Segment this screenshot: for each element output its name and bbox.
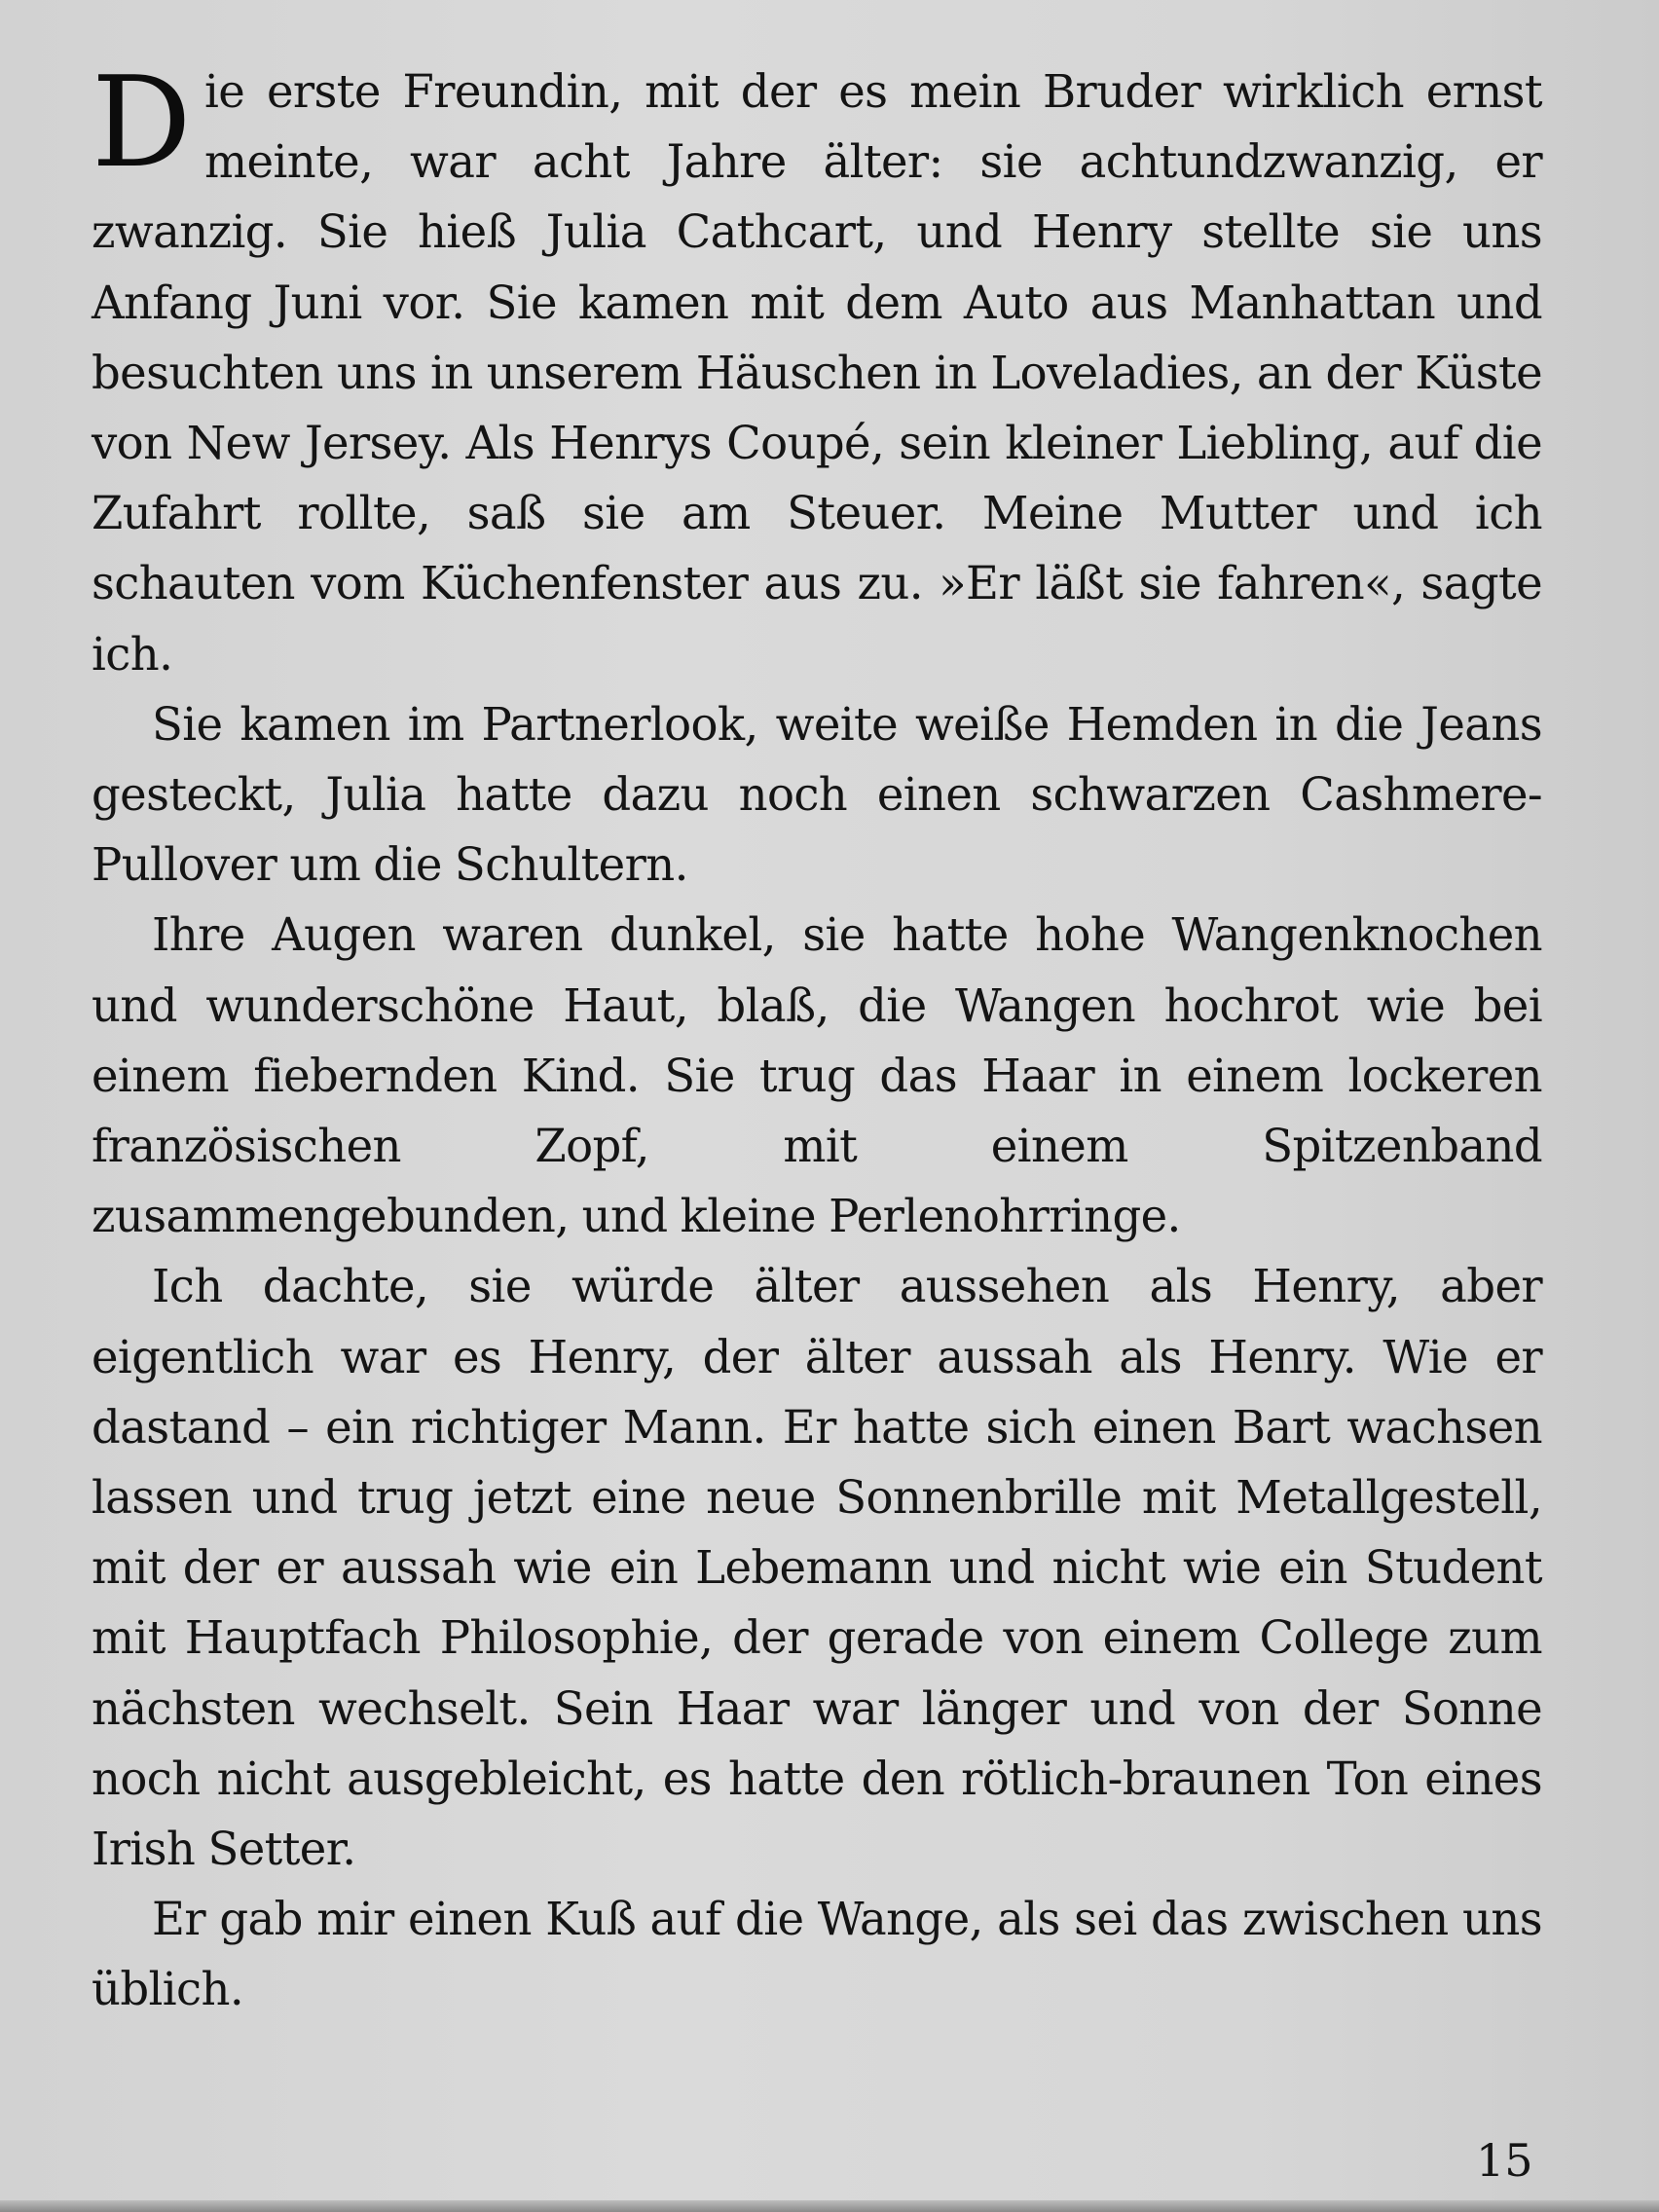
scan-bottom-edge xyxy=(0,2200,1659,2212)
paragraph-4: Ich dachte, sie würde älter aussehen als Henry, aber eigentlich war es Henry, der älter aussah als Henry. Wie er dastand – ein richtiger Mann. Er hatte sich einen Bart wachsen lassen und trug jetzt eine neue Sonnenbrille mit Metallgestell, mit der er aussah wie ein Lebemann und nicht wie ein Student mit Hauptfach Philosophie, der gerade von einem College zum nächsten wechselt. Sein Haar war länger und von der Sonne noch nicht ausgebleicht, es hatte den rötlich-braunen Ton eines Irish Setter. xyxy=(92,1260,1542,1876)
paragraph-2: Sie kamen im Partnerlook, weite weiße Hemden in die Jeans gesteckt, Julia hatte dazu noch einen schwarzen Cashmere-Pullover um die Schultern. xyxy=(92,697,1542,892)
drop-cap: D xyxy=(92,51,192,196)
book-page-text xyxy=(92,51,1542,2025)
paragraph-5: Er gab mir einen Kuß auf die Wange, als sei das zwischen uns üblich. xyxy=(92,1893,1542,2016)
paragraph-3: Ihre Augen waren dunkel, sie hatte hohe Wangenknochen und wunderschöne Haut, blaß, die Wangen hochrot wie bei einem fiebernden Kind. Sie trug das Haar in einem lockeren französischen Zopf, mit einem Spitzenband zusammengebunden, und kleine Perlenohrringe. xyxy=(92,908,1542,1243)
page-number: 15 xyxy=(1476,2134,1533,2187)
paragraph-1-text: ie erste Freundin, mit der es mein Bruder wirklich ernst meinte, war acht Jahre älter: sie achtundzwanzig, er zwanzig. Sie hieß Julia Cathcart, und Henry stellte sie uns Anfang Juni vor. Sie kamen mit dem Auto aus Manhattan und besuchten uns in unserem Häuschen in Loveladies, an der Küste von New Jersey. Als Henrys Coupé, sein kleiner Liebling, auf die Zufahrt rollte, saß sie am Steuer. Meine Mutter und ich schauten vom Küchenfenster aus zu. »Er läßt sie fahren«, sagte ich. xyxy=(92,65,1542,681)
paragraph-1 xyxy=(92,51,1542,689)
